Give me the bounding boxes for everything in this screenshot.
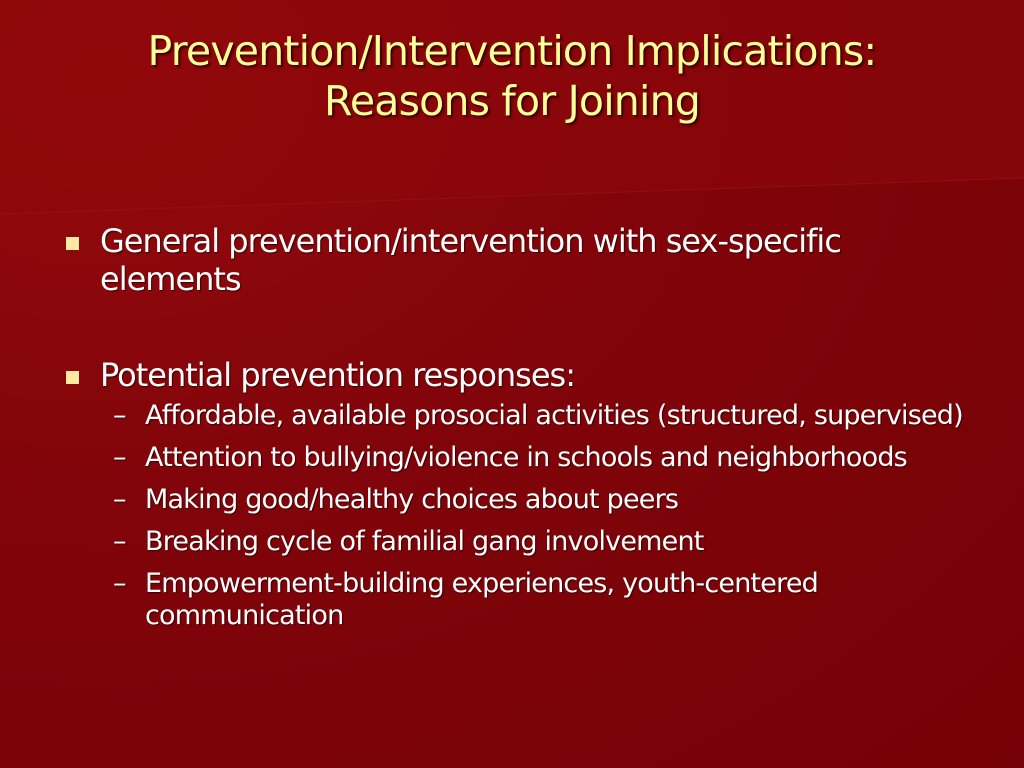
sub-bullet-item <box>62 526 982 558</box>
slide-title <box>40 26 984 126</box>
dash-marker: – <box>113 526 126 557</box>
square-bullet-icon <box>66 371 79 384</box>
sub-bullet-text: Attention to bullying/violence in schools and neighborhoods <box>145 442 907 473</box>
slide-body <box>62 222 982 642</box>
slide-title-line-1: Prevention/Intervention Implications: <box>147 27 877 75</box>
sub-bullet-text: Breaking cycle of familial gang involvement <box>145 526 704 557</box>
slide-title-line-2: Reasons for Joining <box>324 77 700 125</box>
dash-marker: – <box>113 400 126 431</box>
dash-marker: – <box>113 442 126 473</box>
dash-marker: – <box>113 484 126 515</box>
sub-bullet-item <box>62 484 982 516</box>
sub-bullet-text: Affordable, available prosocial activities (structured, supervised) <box>145 400 963 431</box>
sub-bullet-item <box>62 400 982 432</box>
bullet-text: General prevention/intervention with sex-specific elements <box>100 222 841 298</box>
bullet-text: Potential prevention responses: <box>100 356 575 394</box>
bullet-potential-responses <box>62 356 982 394</box>
dash-marker: – <box>113 568 126 599</box>
sub-bullet-text: Making good/healthy choices about peers <box>145 484 679 515</box>
square-bullet-icon <box>66 237 79 250</box>
sub-bullet-list <box>62 400 982 632</box>
sub-bullet-text: Empowerment-building experiences, youth-centered communication <box>145 568 818 631</box>
bullet-general-prevention <box>62 222 982 298</box>
sub-bullet-item <box>62 568 982 632</box>
sub-bullet-item <box>62 442 982 474</box>
